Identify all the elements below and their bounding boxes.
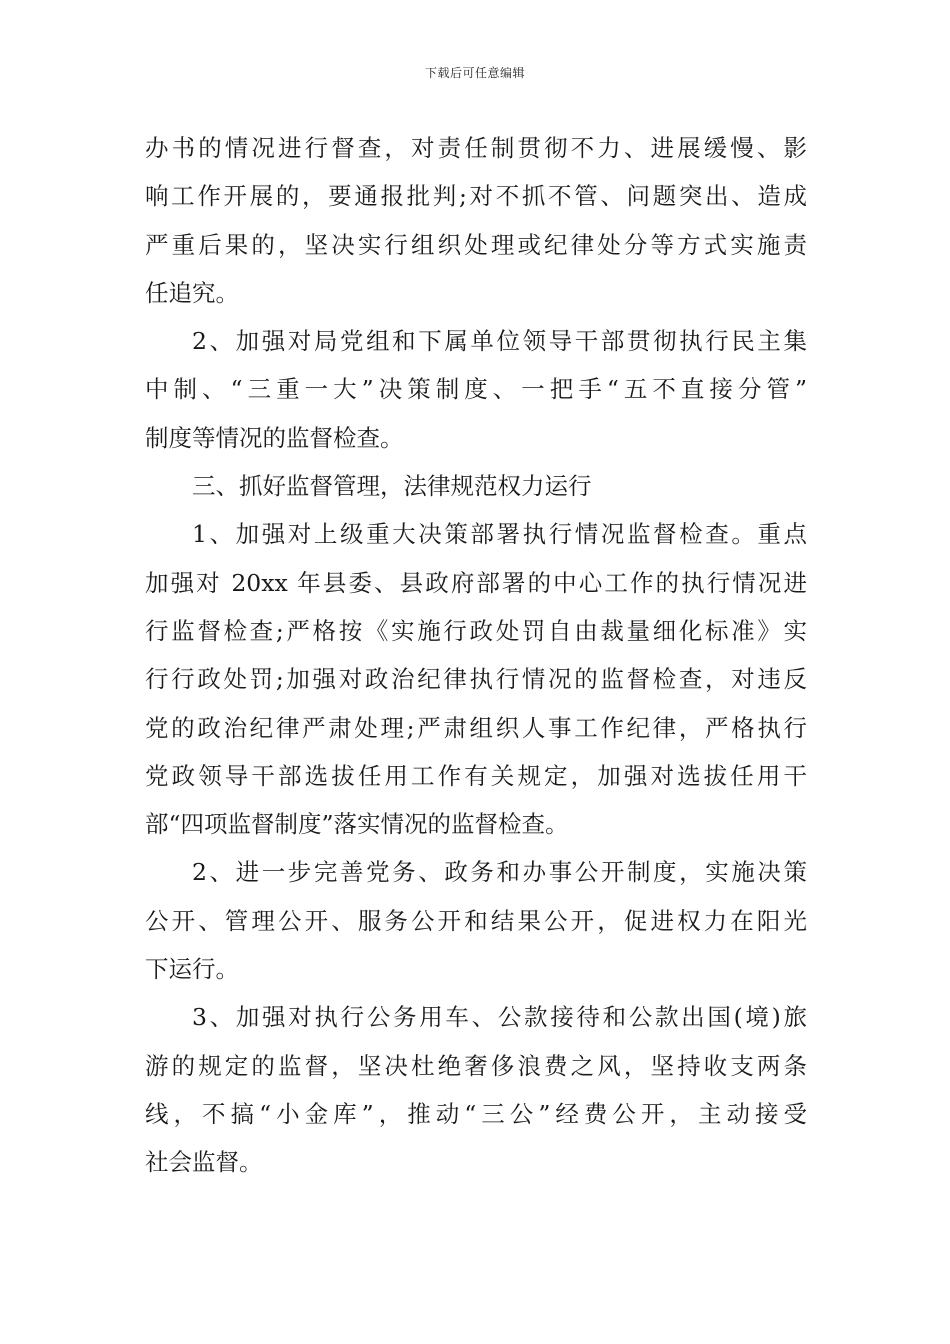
text-line: 行监督检查;严格按《实施行政处罚自由裁量细化标准》实 — [145, 616, 807, 645]
text-line: 公开、管理公开、服务公开和结果公开，促进权力在阳光 — [145, 906, 807, 935]
text-line: 游的规定的监督，坚决杜绝奢侈浪费之风，坚持收支两条 — [145, 1051, 807, 1080]
paragraph — [145, 993, 807, 1186]
header-note: 下载后可任意编辑 — [424, 66, 525, 80]
paragraph — [145, 848, 807, 993]
text-line: 党政领导干部选拔任用工作有关规定，加强对选拔任用干 — [145, 761, 807, 790]
text-line: 加强对 20xx 年县委、县政府部署的中心工作的执行情况进 — [145, 568, 807, 597]
text-line: 响工作开展的，要通报批判;对不抓不管、问题突出、造成 — [145, 182, 807, 211]
paragraph — [145, 510, 807, 848]
text-line: 社会监督。 — [145, 1148, 263, 1177]
text-line: 2、加强对局党组和下属单位领导干部贯彻执行民主集 — [192, 327, 807, 356]
text-line: 党的政治纪律严肃处理;严肃组织人事工作纪律，严格执行 — [145, 713, 807, 742]
paragraph — [145, 124, 807, 317]
text-line: 中制、“三重一大”决策制度、一把手“五不直接分管” — [145, 375, 807, 404]
text-line: 办书的情况进行督查，对责任制贯彻不力、进展缓慢、影 — [145, 134, 807, 162]
text-line: 1、加强对上级重大决策部署执行情况监督检查。重点 — [192, 520, 807, 549]
text-line: 下运行。 — [145, 955, 239, 984]
document-body — [145, 124, 807, 1187]
text-line: 行行政处罚;加强对政治纪律执行情况的监督检查，对违反 — [145, 665, 807, 694]
text-line: 2、进一步完善党务、政务和办事公开制度，实施决策 — [192, 858, 807, 887]
text-line: 线，不搞“小金库”，推动“三公”经费公开，主动接受 — [145, 1099, 807, 1128]
text-line: 任追究。 — [145, 278, 239, 307]
text-line: 制度等情况的监督检查。 — [145, 423, 404, 452]
text-line: 严重后果的，坚决实行组织处理或纪律处分等方式实施责 — [145, 230, 807, 259]
text-line: 3、加强对执行公务用车、公款接待和公款出国(境)旅 — [192, 1003, 807, 1032]
text-line: 部“四项监督制度”落实情况的监督检查。 — [145, 810, 569, 839]
section-heading — [145, 462, 807, 510]
paragraph — [145, 317, 807, 462]
text-line: 三、抓好监督管理，法律规范权力运行 — [192, 472, 592, 501]
